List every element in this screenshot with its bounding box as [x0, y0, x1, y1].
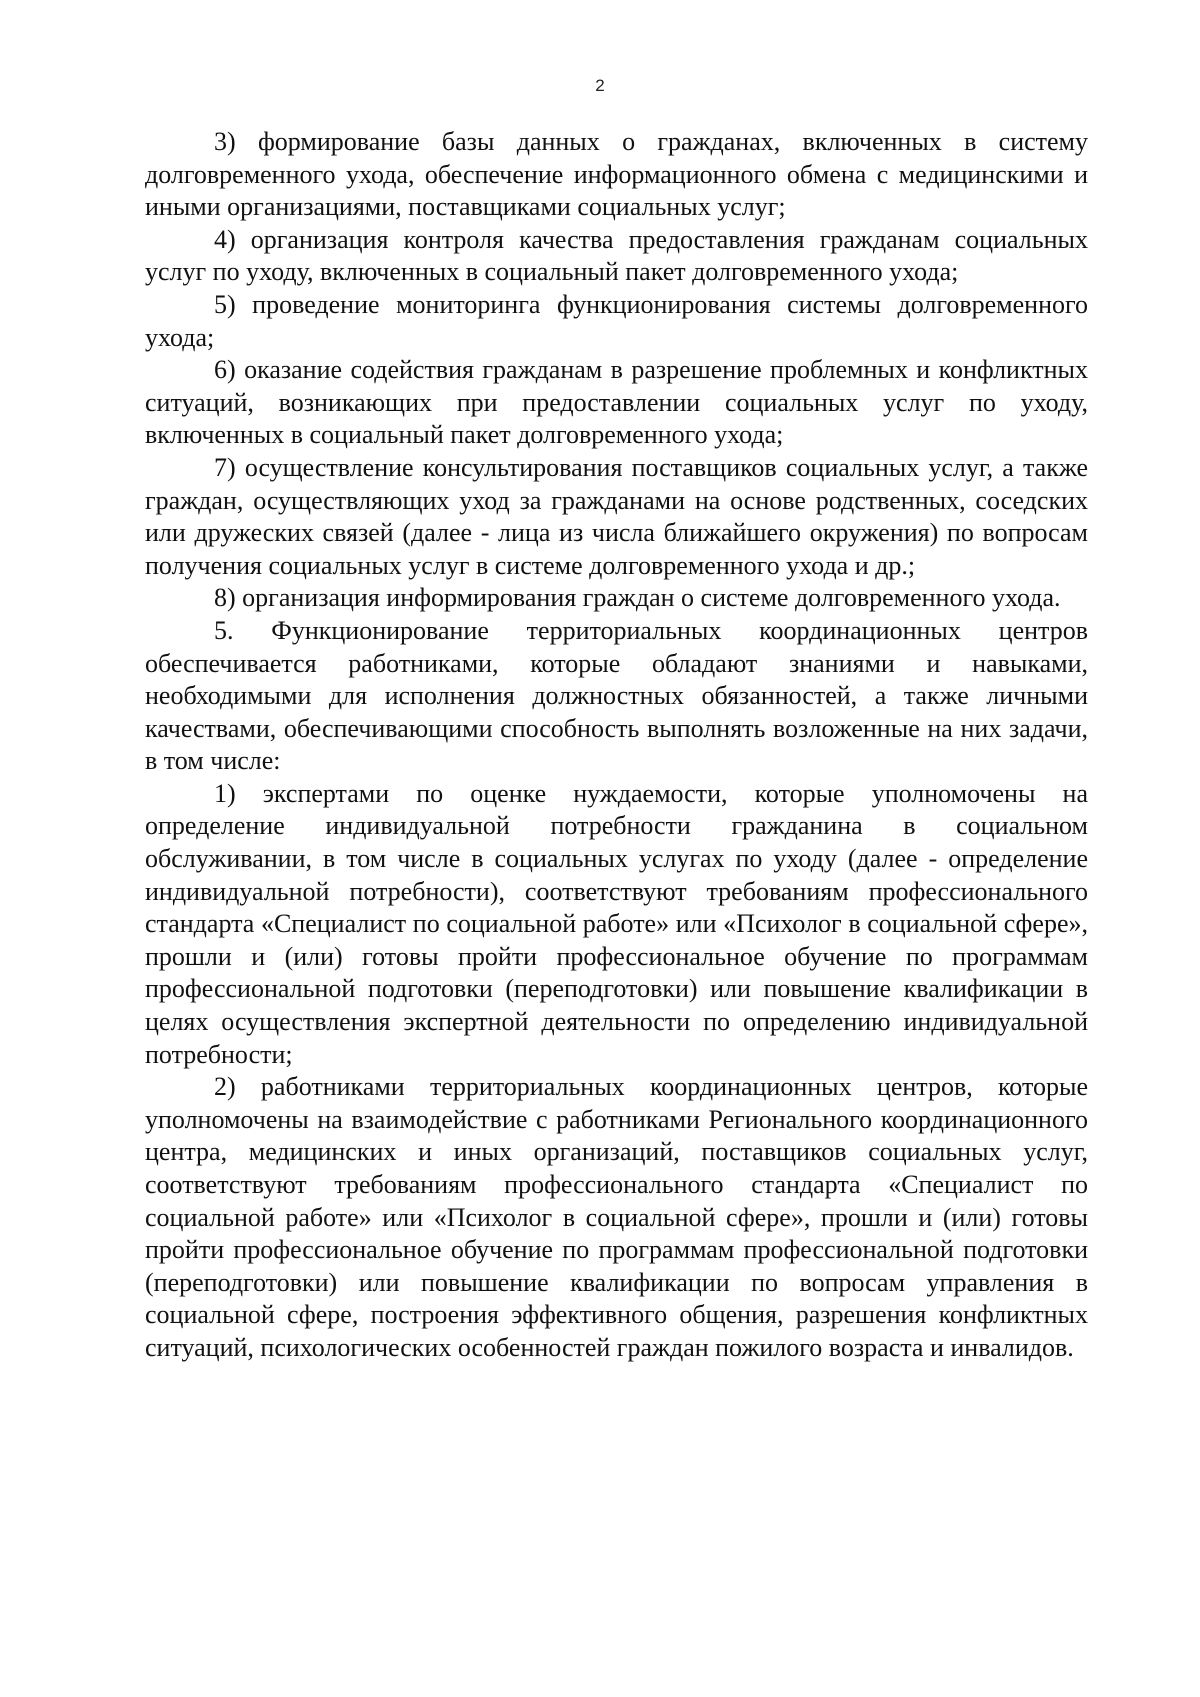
- paragraph-item-3: 3) формирование базы данных о гражданах, включенных в систему долговременного ухода, обеспечение информационного обмена с медицинскими и иными организациями, поставщиками социальных услуг;: [145, 127, 1088, 222]
- paragraph-item-4: 4) организация контроля качества предоставления гражданам социальных услуг по уходу, включенных в социальный пакет долговременного ухода;: [145, 224, 1088, 287]
- paragraph-item-6: 6) оказание содействия гражданам в разрешение проблемных и конфликтных ситуаций, возникающих при предоставлении социальных услуг по уходу, включенных в социальный пакет долговременного ухода;: [145, 355, 1088, 450]
- paragraph-subitem-2: 2) работниками территориальных координационных центров, которые уполномочены на взаимодействие с работниками Регионального координационного центра, медицинских и иных организаций, поставщиков социальных услуг, соответствуют требованиям профессионального стандарта «Специалист по социальной работе» или «Психолог в социальной сфере», прошли и (или) готовы пройти профессиональное обучение по программам профессиональной подготовки (переподготовки) или повышение квалификации по вопросам управления в социальной сфере, построения эффективного общения, разрешения конфликтных ситуаций, психологических особенностей граждан пожилого возраста и инвалидов.: [145, 1072, 1088, 1362]
- document-body: [145, 126, 1088, 1365]
- paragraph-subitem-1: 1) экспертами по оценке нуждаемости, которые уполномочены на определение индивидуальной потребности гражданина в социальном обслуживании, в том числе в социальных услугах по уходу (далее - определение индивидуальной потребности), соответствуют требованиям профессионального стандарта «Специалист по социальной работе» или «Психолог в социальной сфере», прошли и (или) готовы пройти профессиональное обучение по программам профессиональной подготовки (переподготовки) или повышение квалификации в целях осуществления экспертной деятельности по определению индивидуальной потребности;: [145, 778, 1088, 1069]
- paragraph-section-5: 5. Функционирование территориальных координационных центров обеспечивается работниками, которые обладают знаниями и навыками, необходимыми для исполнения должностных обязанностей, а также личными качествами, обеспечивающими способность выполнять возложенные на них задачи, в том числе:: [145, 615, 1088, 776]
- paragraph-item-8: 8) организация информирования граждан о системе долговременного ухода.: [214, 583, 1061, 613]
- paragraph-item-7: 7) осуществление консультирования поставщиков социальных услуг, а также граждан, осуществляющих уход за гражданами на основе родственных, соседских или дружеских связей (далее - лица из числа ближайшего окружения) по вопросам получения социальных услуг в системе долговременного ухода и др.;: [145, 452, 1088, 580]
- paragraph-item-5: 5) проведение мониторинга функционирования системы долговременного ухода;: [145, 289, 1088, 352]
- page-number: 2: [595, 76, 605, 95]
